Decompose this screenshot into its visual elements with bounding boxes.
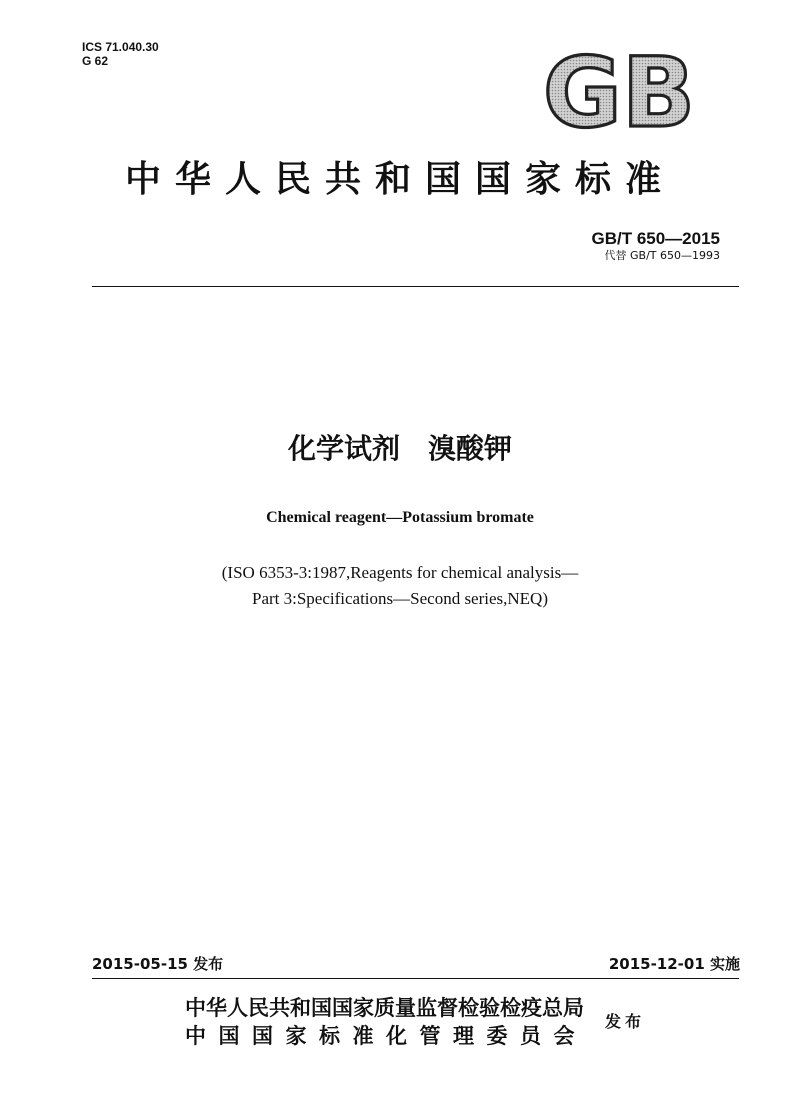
publisher-aqsiq: 中华人民共和国国家质量监督检验检疫总局 [185, 996, 584, 1020]
gb-logo-text: GB [543, 50, 695, 132]
publishers [185, 994, 587, 1050]
header-divider [92, 286, 739, 287]
footer-divider [92, 978, 739, 979]
document-title-en: Chemical reagent—Potassium bromate [266, 509, 534, 526]
standard-title: 中华人民共和国国家标准 [124, 159, 675, 200]
classification-codes [82, 40, 159, 68]
iso-reference-line1: (ISO 6353-3:1987,Reagents for chemical analysis— [221, 563, 579, 582]
ics-code: ICS 71.040.30 [82, 40, 159, 54]
iso-reference-line2: Part 3:Specifications—Second series,NEQ) [251, 589, 548, 608]
implementation-date: 2015-12-01 实施 [608, 955, 740, 973]
publisher-sac: 中国国家标准化管理委员会 [185, 1024, 587, 1048]
replaces-note: 代替 GB/T 650—1993 [604, 249, 720, 262]
ccs-code: G 62 [82, 54, 109, 68]
standard-number: GB/T 650—2015 [591, 229, 720, 248]
gb-logo [539, 50, 699, 132]
document-title-cn: 化学试剂 溴酸钾 [287, 432, 512, 465]
iso-reference [0, 560, 800, 612]
standard-number-block [591, 229, 720, 263]
issue-date: 2015-05-15 发布 [92, 955, 224, 973]
publish-label: 发布 [605, 1012, 646, 1031]
